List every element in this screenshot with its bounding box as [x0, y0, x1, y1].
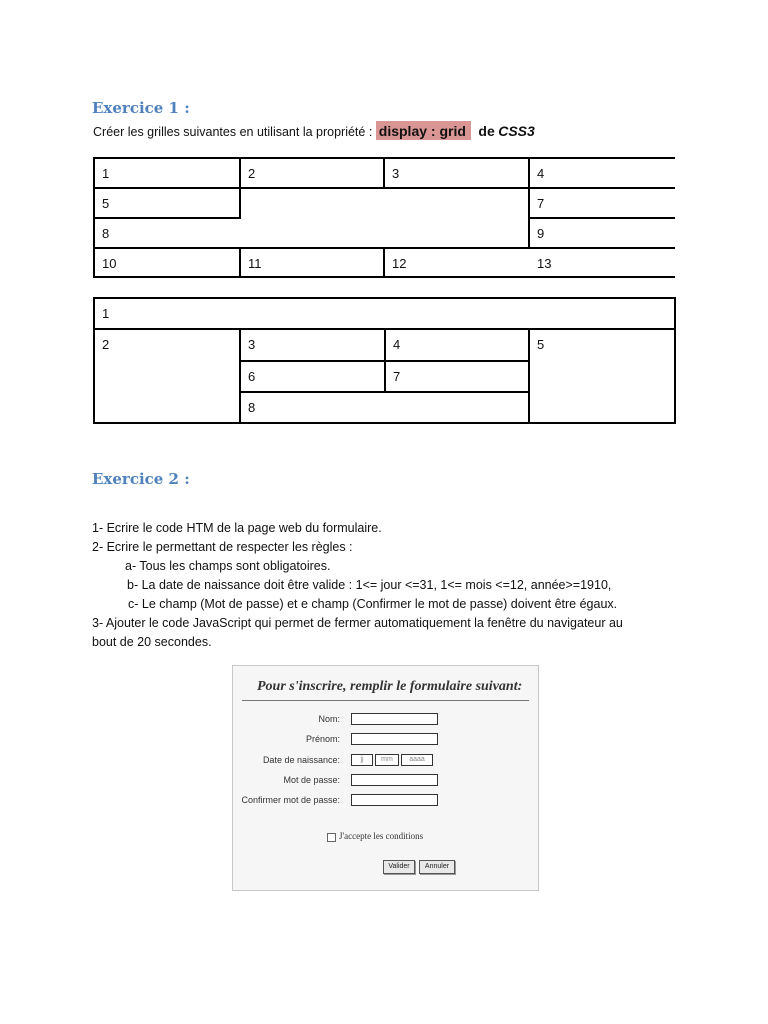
- grid-1: [93, 157, 675, 278]
- grid1-cell-9: 9: [530, 219, 675, 249]
- submit-button[interactable]: Valider: [383, 860, 415, 874]
- grid1-cell-11: 11: [241, 249, 385, 278]
- grid1-cell-4: 4: [530, 159, 675, 189]
- registration-form-image: [232, 665, 539, 891]
- month-input[interactable]: mm: [375, 754, 399, 766]
- grid2-cell-7: 7: [386, 362, 530, 393]
- prenom-label: Prénom:: [305, 734, 340, 744]
- instruction-2a: a- Tous les champs sont obligatoires.: [125, 559, 331, 573]
- exercise-2-heading: Exercice 2 :: [92, 470, 190, 488]
- prenom-input[interactable]: [351, 733, 438, 745]
- date-label: Date de naissance:: [262, 755, 340, 765]
- instruction-3-continued: bout de 20 secondes.: [92, 635, 212, 649]
- grid1-cell-2: 2: [241, 159, 385, 189]
- css3-text: CSS3: [498, 123, 535, 139]
- intro-text: Créer les grilles suivantes en utilisant la propriété :: [93, 125, 373, 139]
- grid1-cell-3: 3: [385, 159, 530, 189]
- instruction-1: 1- Ecrire le code HTM de la page web du formulaire.: [92, 521, 382, 535]
- de-text: de: [478, 123, 495, 139]
- grid1-cell-5: 5: [95, 189, 241, 219]
- instruction-2: 2- Ecrire le permettant de respecter les règles :: [92, 540, 353, 554]
- cancel-button[interactable]: Annuler: [419, 860, 455, 874]
- instruction-2c: c- Le champ (Mot de passe) et e champ (Confirmer le mot de passe) doivent être égaux.: [128, 597, 618, 611]
- instruction-3: 3- Ajouter le code JavaScript qui permet de fermer automatiquement la fenêtre du navigateur au: [92, 616, 623, 630]
- grid-2: [93, 297, 676, 424]
- exercise-1-instructions: [93, 123, 535, 139]
- grid1-cell-7: 7: [530, 189, 675, 219]
- nom-input[interactable]: [351, 713, 438, 725]
- password-input[interactable]: [351, 774, 438, 786]
- exercise-1-heading: Exercice 1 :: [92, 99, 190, 117]
- password-label: Mot de passe:: [283, 775, 340, 785]
- accept-conditions-checkbox[interactable]: [327, 833, 336, 842]
- grid1-cell-12: 12: [385, 249, 530, 278]
- instruction-2b: b- La date de naissance doit être valide : 1<= jour <=31, 1<= mois <=12, année>=1910,: [127, 578, 612, 592]
- accept-conditions-label: J'accepte les conditions: [339, 831, 424, 841]
- grid2-cell-4: 4: [386, 330, 530, 362]
- year-input[interactable]: aaaa: [401, 754, 433, 766]
- day-input[interactable]: jj: [351, 754, 373, 766]
- grid1-cell-10: 10: [95, 249, 241, 278]
- grid1-cell-13: 13: [530, 249, 675, 278]
- grid2-cell-1: 1: [95, 299, 676, 330]
- confirm-password-input[interactable]: [351, 794, 438, 806]
- grid2-cell-6: 6: [241, 362, 386, 393]
- form-divider: [242, 700, 529, 701]
- display-grid-highlight: display : grid: [376, 121, 471, 140]
- exercise-2-instructions: [92, 519, 623, 652]
- grid1-cell-empty: [241, 189, 530, 249]
- grid1-cell-8: 8: [95, 219, 241, 249]
- form-title: Pour s'inscrire, remplir le formulaire suivant:: [257, 679, 523, 694]
- nom-label: Nom:: [318, 714, 340, 724]
- grid2-cell-5: 5: [530, 330, 676, 424]
- grid2-cell-8: 8: [241, 393, 530, 424]
- grid1-cell-1: 1: [95, 159, 241, 189]
- grid2-cell-3: 3: [241, 330, 386, 362]
- grid2-cell-2: 2: [95, 330, 241, 424]
- confirm-password-label: Confirmer mot de passe:: [241, 795, 340, 805]
